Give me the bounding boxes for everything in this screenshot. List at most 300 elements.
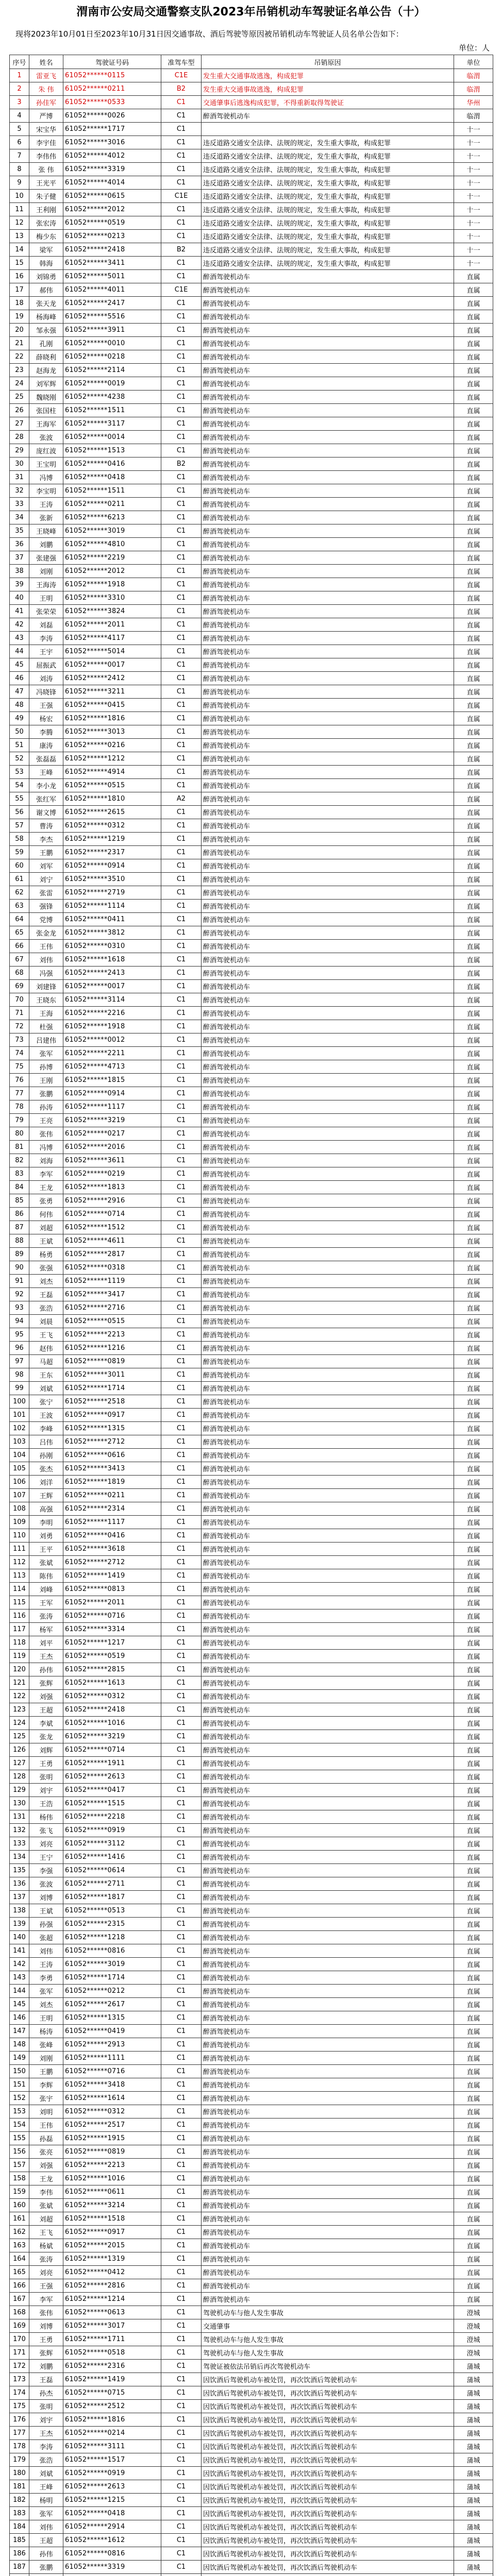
row-type: C1 bbox=[161, 1931, 202, 1944]
row-reason: 醉酒驾驶机动车 bbox=[202, 310, 454, 324]
row-name: 王军 bbox=[29, 1596, 63, 1609]
row-name: 张伟 bbox=[29, 1127, 63, 1141]
row-reason: 醉酒驾驶机动车 bbox=[202, 658, 454, 672]
row-reason: 醉酒驾驶机动车 bbox=[202, 1864, 454, 1877]
row-no: 102 bbox=[10, 1422, 29, 1435]
row-no: 133 bbox=[10, 1837, 29, 1851]
row-license: 61052******4238 bbox=[63, 391, 161, 404]
row-type: C1 bbox=[161, 1007, 202, 1020]
table-row bbox=[10, 1650, 493, 1663]
row-license: 61052******3019 bbox=[63, 524, 161, 538]
row-reason: 醉酒驾驶机动车 bbox=[202, 551, 454, 565]
header-type: 准驾车型 bbox=[161, 55, 202, 69]
row-name: 刘杰 bbox=[29, 1275, 63, 1288]
row-type: C1 bbox=[161, 1208, 202, 1221]
table-row bbox=[10, 2092, 493, 2105]
table-row bbox=[10, 1462, 493, 1476]
row-unit: 直属 bbox=[454, 1636, 493, 1650]
row-no: 7 bbox=[10, 149, 29, 163]
row-name: 杨军 bbox=[29, 1623, 63, 1636]
row-reason: 因饮酒后驾驶机动车被处罚，再次饮酒后驾驶机动车 bbox=[202, 2373, 454, 2386]
row-name: 康涛 bbox=[29, 739, 63, 752]
row-reason: 醉酒驾驶机动车 bbox=[202, 1141, 454, 1154]
row-no: 150 bbox=[10, 2065, 29, 2078]
table-row bbox=[10, 364, 493, 377]
row-license: 61052******1319 bbox=[63, 2252, 161, 2266]
intro-paragraph: 现将2023年10月01日至2023年10月31日因交通事故、酒后驾驶等原因被吊销机动车驾驶证人员名单公告如下： bbox=[15, 29, 404, 39]
row-unit: 直属 bbox=[454, 1074, 493, 1087]
row-license: 61052******0412 bbox=[63, 2266, 161, 2279]
row-reason: 违反道路交通安全法律、法规的规定，发生重大事故，构成犯罪 bbox=[202, 243, 454, 257]
row-no: 140 bbox=[10, 1931, 29, 1944]
document-title: 渭南市公安局交通警察支队2023年吊销机动车驾驶证名单公告（十） bbox=[76, 6, 426, 19]
row-unit: 澄城 bbox=[454, 2306, 493, 2319]
row-reason: 醉酒驾驶机动车 bbox=[202, 1382, 454, 1395]
table-row bbox=[10, 2132, 493, 2145]
table-row bbox=[10, 1663, 493, 1676]
row-license: 61052******2816 bbox=[63, 2279, 161, 2293]
row-no: 33 bbox=[10, 498, 29, 511]
row-unit: 十一 bbox=[454, 203, 493, 216]
row-license: 61052******0017 bbox=[63, 658, 161, 672]
row-type: C1 bbox=[161, 2440, 202, 2453]
row-unit: 直属 bbox=[454, 967, 493, 980]
table-row bbox=[10, 109, 493, 123]
row-unit: 直属 bbox=[454, 1743, 493, 1757]
row-license: 61052******2617 bbox=[63, 1998, 161, 2011]
table-row bbox=[10, 1757, 493, 1770]
row-license: 61052******2711 bbox=[63, 1877, 161, 1891]
row-name: 张涛 bbox=[29, 1609, 63, 1623]
table-row bbox=[10, 190, 493, 203]
row-no: 53 bbox=[10, 766, 29, 779]
row-name: 薛晓利 bbox=[29, 350, 63, 364]
row-no: 72 bbox=[10, 1020, 29, 1033]
row-type: C1 bbox=[161, 2011, 202, 2025]
row-type: C1 bbox=[161, 2226, 202, 2239]
table-row bbox=[10, 2279, 493, 2293]
row-no: 41 bbox=[10, 605, 29, 618]
row-type: C1 bbox=[161, 645, 202, 658]
row-unit: 蒲城 bbox=[454, 2467, 493, 2480]
row-unit: 直属 bbox=[454, 1141, 493, 1154]
row-no: 54 bbox=[10, 779, 29, 792]
row-reason: 醉酒驾驶机动车 bbox=[202, 1301, 454, 1315]
row-no: 139 bbox=[10, 1918, 29, 1931]
row-no: 132 bbox=[10, 1824, 29, 1837]
table-row bbox=[10, 2360, 493, 2373]
table-row bbox=[10, 216, 493, 230]
row-type: C1 bbox=[161, 699, 202, 712]
row-unit: 直属 bbox=[454, 846, 493, 859]
table-row bbox=[10, 618, 493, 632]
row-name: 王鹏 bbox=[29, 846, 63, 859]
row-no: 108 bbox=[10, 1502, 29, 1516]
table-row bbox=[10, 1234, 493, 1248]
row-license: 61052******0115 bbox=[63, 69, 161, 82]
row-reason: 醉酒驾驶机动车 bbox=[202, 2038, 454, 2052]
row-license: 61052******0211 bbox=[63, 82, 161, 96]
table-header-row bbox=[10, 55, 493, 69]
row-reason: 醉酒驾驶机动车 bbox=[202, 1368, 454, 1382]
row-no: 56 bbox=[10, 806, 29, 819]
row-reason: 醉酒驾驶机动车 bbox=[202, 953, 454, 967]
row-license: 61052******1810 bbox=[63, 792, 161, 806]
row-type: C1 bbox=[161, 1985, 202, 1998]
row-no: 166 bbox=[10, 2279, 29, 2293]
table-row bbox=[10, 2427, 493, 2440]
row-license: 61052******3413 bbox=[63, 1462, 161, 1476]
row-type: C1 bbox=[161, 1824, 202, 1837]
row-type: C1E bbox=[161, 283, 202, 297]
row-unit: 蒲城 bbox=[454, 2373, 493, 2386]
row-no: 86 bbox=[10, 1208, 29, 1221]
row-no: 143 bbox=[10, 1971, 29, 1985]
row-name: 李军 bbox=[29, 1167, 63, 1181]
row-unit: 蒲城 bbox=[454, 2413, 493, 2427]
row-reason: 醉酒驾驶机动车 bbox=[202, 1194, 454, 1208]
table-row bbox=[10, 940, 493, 953]
row-type: C1 bbox=[161, 1409, 202, 1422]
row-type: C1 bbox=[161, 1449, 202, 1462]
row-name: 王斌 bbox=[29, 1234, 63, 1248]
row-license: 61052******0615 bbox=[63, 190, 161, 203]
row-reason: 醉酒驾驶机动车 bbox=[202, 2065, 454, 2078]
row-no: 83 bbox=[10, 1167, 29, 1181]
row-reason: 醉酒驾驶机动车 bbox=[202, 391, 454, 404]
row-reason: 醉酒驾驶机动车 bbox=[202, 591, 454, 605]
row-name: 王超 bbox=[29, 2534, 63, 2547]
row-license: 61052******6213 bbox=[63, 511, 161, 524]
row-reason: 醉酒驾驶机动车 bbox=[202, 1208, 454, 1221]
row-unit: 直属 bbox=[454, 1007, 493, 1020]
row-type: C1 bbox=[161, 109, 202, 123]
row-type: C1 bbox=[161, 1489, 202, 1502]
row-no: 178 bbox=[10, 2440, 29, 2453]
row-unit: 蒲城 bbox=[454, 2453, 493, 2467]
row-name: 杨伟 bbox=[29, 1810, 63, 1824]
row-unit: 直属 bbox=[454, 404, 493, 417]
row-unit: 直属 bbox=[454, 565, 493, 578]
row-no: 186 bbox=[10, 2547, 29, 2561]
row-no: 126 bbox=[10, 1743, 29, 1757]
row-type: C1 bbox=[161, 203, 202, 216]
row-unit: 直属 bbox=[454, 672, 493, 685]
row-name: 王杰 bbox=[29, 2427, 63, 2440]
table-row bbox=[10, 1114, 493, 1127]
row-no: 114 bbox=[10, 1583, 29, 1596]
row-no: 91 bbox=[10, 1275, 29, 1288]
row-unit: 直属 bbox=[454, 1985, 493, 1998]
row-license: 61052******0010 bbox=[63, 337, 161, 350]
row-no: 32 bbox=[10, 484, 29, 498]
row-license: 61052******1119 bbox=[63, 1275, 161, 1288]
row-no: 183 bbox=[10, 2507, 29, 2520]
row-type: C1 bbox=[161, 632, 202, 645]
row-license: 61052******1416 bbox=[63, 1851, 161, 1864]
row-reason: 醉酒驾驶机动车 bbox=[202, 1489, 454, 1502]
row-no: 18 bbox=[10, 297, 29, 310]
row-name: 张金龙 bbox=[29, 926, 63, 940]
row-name: 赵海龙 bbox=[29, 364, 63, 377]
row-reason: 醉酒驾驶机动车 bbox=[202, 1703, 454, 1717]
table-row bbox=[10, 324, 493, 337]
row-type: C1 bbox=[161, 1301, 202, 1315]
row-no: 100 bbox=[10, 1395, 29, 1409]
table-row bbox=[10, 2105, 493, 2119]
row-license: 61052******3310 bbox=[63, 591, 161, 605]
row-name: 刘宇 bbox=[29, 1784, 63, 1797]
row-license: 61052******0919 bbox=[63, 1824, 161, 1837]
row-type: C1 bbox=[161, 377, 202, 391]
row-reason: 醉酒驾驶机动车 bbox=[202, 2078, 454, 2092]
row-unit: 直属 bbox=[454, 1891, 493, 1904]
row-reason: 违反道路交通安全法律、法规的规定，发生重大事故，构成犯罪 bbox=[202, 149, 454, 163]
row-type: C1 bbox=[161, 752, 202, 766]
table-row bbox=[10, 1355, 493, 1368]
row-unit: 直属 bbox=[454, 886, 493, 900]
row-reason: 违反道路交通安全法律、法规的规定，发生重大事故，构成犯罪 bbox=[202, 230, 454, 243]
row-license: 61052******2418 bbox=[63, 1703, 161, 1717]
row-name: 刘海 bbox=[29, 1154, 63, 1167]
row-license: 61052******2012 bbox=[63, 203, 161, 216]
row-license: 61052******0513 bbox=[63, 1904, 161, 1918]
row-license: 61052******4914 bbox=[63, 766, 161, 779]
row-reason: 醉酒驾驶机动车 bbox=[202, 364, 454, 377]
row-reason: 醉酒驾驶机动车 bbox=[202, 2266, 454, 2279]
row-no: 155 bbox=[10, 2132, 29, 2145]
row-reason: 醉酒驾驶机动车 bbox=[202, 725, 454, 739]
row-unit: 直属 bbox=[454, 605, 493, 618]
row-type: C1 bbox=[161, 1690, 202, 1703]
table-row bbox=[10, 96, 493, 109]
row-unit: 直属 bbox=[454, 591, 493, 605]
row-name: 王勇 bbox=[29, 1757, 63, 1770]
row-type: C1 bbox=[161, 1904, 202, 1918]
table-row bbox=[10, 2440, 493, 2453]
row-name: 冯强 bbox=[29, 967, 63, 980]
row-license: 61052******2015 bbox=[63, 2239, 161, 2252]
row-type: C1 bbox=[161, 980, 202, 993]
row-type: C1E bbox=[161, 190, 202, 203]
table-row bbox=[10, 1985, 493, 1998]
row-license: 61052******1512 bbox=[63, 1221, 161, 1234]
row-no: 30 bbox=[10, 457, 29, 471]
row-name: 孙博 bbox=[29, 1060, 63, 1074]
row-unit: 直属 bbox=[454, 324, 493, 337]
row-type: C1 bbox=[161, 391, 202, 404]
row-license: 61052******1518 bbox=[63, 2212, 161, 2226]
row-type: C1 bbox=[161, 163, 202, 176]
row-reason: 醉酒驾驶机动车 bbox=[202, 1583, 454, 1596]
row-reason: 醉酒驾驶机动车 bbox=[202, 297, 454, 310]
row-license: 61052******0616 bbox=[63, 1449, 161, 1462]
table-row bbox=[10, 2520, 493, 2534]
row-reason: 醉酒驾驶机动车 bbox=[202, 1743, 454, 1757]
row-no: 90 bbox=[10, 1261, 29, 1275]
row-license: 61052******2316 bbox=[63, 2360, 161, 2373]
row-no: 167 bbox=[10, 2293, 29, 2306]
row-name: 刘勇 bbox=[29, 1529, 63, 1543]
row-no: 59 bbox=[10, 846, 29, 859]
table-row bbox=[10, 1743, 493, 1757]
row-name: 雷亚飞 bbox=[29, 69, 63, 82]
row-name: 王宇 bbox=[29, 645, 63, 658]
row-reason: 醉酒驾驶机动车 bbox=[202, 859, 454, 873]
row-license: 61052******0216 bbox=[63, 739, 161, 752]
row-no: 125 bbox=[10, 1730, 29, 1743]
table-row bbox=[10, 444, 493, 457]
row-license: 61052******0813 bbox=[63, 1583, 161, 1596]
row-unit: 直属 bbox=[454, 1663, 493, 1676]
row-reason: 因饮酒后驾驶机动车被处罚，再次饮酒后驾驶机动车 bbox=[202, 2400, 454, 2413]
row-unit: 直属 bbox=[454, 1409, 493, 1422]
row-license: 61052******0819 bbox=[63, 1355, 161, 1368]
row-type: C1 bbox=[161, 404, 202, 417]
row-reason: 醉酒驾驶机动车 bbox=[202, 457, 454, 471]
row-unit: 直属 bbox=[454, 1583, 493, 1596]
row-type: C1 bbox=[161, 2185, 202, 2199]
row-license: 61052******1515 bbox=[63, 1797, 161, 1810]
row-name: 杨涛 bbox=[29, 2025, 63, 2038]
row-unit: 直属 bbox=[454, 1596, 493, 1609]
row-no: 61 bbox=[10, 873, 29, 886]
row-name: 王伟 bbox=[29, 940, 63, 953]
row-no: 93 bbox=[10, 1301, 29, 1315]
row-type: C1 bbox=[161, 2159, 202, 2172]
row-reason: 违反道路交通安全法律、法规的规定，发生重大事故，构成犯罪 bbox=[202, 163, 454, 176]
row-license: 61052******0716 bbox=[63, 1609, 161, 1623]
row-license: 61052******0218 bbox=[63, 350, 161, 364]
table-row bbox=[10, 1851, 493, 1864]
row-unit: 蒲城 bbox=[454, 2360, 493, 2373]
row-license: 61052******2815 bbox=[63, 1663, 161, 1676]
table-row bbox=[10, 672, 493, 685]
row-unit: 直属 bbox=[454, 2038, 493, 2052]
row-reason: 醉酒驾驶机动车 bbox=[202, 511, 454, 524]
row-name: 孙强 bbox=[29, 1918, 63, 1931]
table-row bbox=[10, 551, 493, 565]
row-reason: 醉酒驾驶机动车 bbox=[202, 2025, 454, 2038]
row-unit: 直属 bbox=[454, 1435, 493, 1449]
row-reason: 醉酒驾驶机动车 bbox=[202, 1248, 454, 1261]
row-unit: 直属 bbox=[454, 1918, 493, 1931]
row-license: 61052******2613 bbox=[63, 1770, 161, 1784]
table-row bbox=[10, 873, 493, 886]
row-unit: 直属 bbox=[454, 1730, 493, 1743]
row-name: 庞红波 bbox=[29, 444, 63, 457]
table-row bbox=[10, 1074, 493, 1087]
row-reason: 因饮酒后驾驶机动车被处罚，再次饮酒后驾驶机动车 bbox=[202, 2467, 454, 2480]
row-reason: 发生重大交通事故逃逸，构成犯罪 bbox=[202, 69, 454, 82]
row-type: C1 bbox=[161, 1650, 202, 1663]
row-reason: 醉酒驾驶机动车 bbox=[202, 1395, 454, 1409]
row-unit: 直属 bbox=[454, 1516, 493, 1529]
row-reason: 醉酒驾驶机动车 bbox=[202, 1288, 454, 1301]
table-row bbox=[10, 565, 493, 578]
row-no: 21 bbox=[10, 337, 29, 350]
row-unit: 临渭 bbox=[454, 109, 493, 123]
row-license: 61052******3219 bbox=[63, 1730, 161, 1743]
row-reason: 醉酒驾驶机动车 bbox=[202, 645, 454, 658]
row-type: C1 bbox=[161, 2266, 202, 2279]
row-name: 张浩 bbox=[29, 2453, 63, 2467]
row-no: 158 bbox=[10, 2172, 29, 2185]
row-license: 61052******2219 bbox=[63, 551, 161, 565]
row-name: 王海军 bbox=[29, 417, 63, 431]
row-name: 王利刚 bbox=[29, 203, 63, 216]
row-unit: 直属 bbox=[454, 1837, 493, 1851]
row-unit: 直属 bbox=[454, 1877, 493, 1891]
table-row bbox=[10, 1409, 493, 1422]
table-row bbox=[10, 779, 493, 792]
row-no: 38 bbox=[10, 565, 29, 578]
row-name: 李宝明 bbox=[29, 484, 63, 498]
table-row bbox=[10, 2185, 493, 2199]
row-license: 61052******1813 bbox=[63, 1181, 161, 1194]
table-row bbox=[10, 685, 493, 699]
table-row bbox=[10, 792, 493, 806]
row-no: 175 bbox=[10, 2400, 29, 2413]
row-license: 61052******4117 bbox=[63, 632, 161, 645]
row-no: 42 bbox=[10, 618, 29, 632]
row-type: C1 bbox=[161, 1569, 202, 1583]
row-reason: 醉酒驾驶机动车 bbox=[202, 404, 454, 417]
row-name: 张斌 bbox=[29, 1556, 63, 1569]
row-type: C1 bbox=[161, 1395, 202, 1409]
table-row bbox=[10, 2467, 493, 2480]
row-name: 孔刚 bbox=[29, 337, 63, 350]
row-unit: 直属 bbox=[454, 1703, 493, 1717]
row-reason: 醉酒驾驶机动车 bbox=[202, 431, 454, 444]
row-type: C1 bbox=[161, 2279, 202, 2293]
row-type: C1 bbox=[161, 967, 202, 980]
row-unit: 直属 bbox=[454, 2199, 493, 2212]
row-name: 李强 bbox=[29, 1864, 63, 1877]
row-name: 王飞 bbox=[29, 2226, 63, 2239]
row-name: 屈振武 bbox=[29, 658, 63, 672]
row-license: 61052******2712 bbox=[63, 1556, 161, 1569]
row-no: 127 bbox=[10, 1757, 29, 1770]
row-type: C1 bbox=[161, 444, 202, 457]
row-license: 61052******1219 bbox=[63, 833, 161, 846]
row-type: C1 bbox=[161, 1864, 202, 1877]
row-license: 61052******0533 bbox=[63, 96, 161, 109]
table-row bbox=[10, 69, 493, 82]
row-type: C1 bbox=[161, 1114, 202, 1127]
row-license: 61052******1613 bbox=[63, 1676, 161, 1690]
row-unit: 十一 bbox=[454, 149, 493, 163]
row-reason: 醉酒驾驶机动车 bbox=[202, 1998, 454, 2011]
row-license: 61052******3319 bbox=[63, 163, 161, 176]
row-name: 王磊 bbox=[29, 2373, 63, 2386]
row-unit: 十一 bbox=[454, 163, 493, 176]
row-type: C1 bbox=[161, 1047, 202, 1060]
table-row bbox=[10, 2306, 493, 2319]
row-name: 王涛 bbox=[29, 498, 63, 511]
row-name: 曹涛 bbox=[29, 819, 63, 833]
row-name: 孙刚 bbox=[29, 1449, 63, 1462]
row-type: C1 bbox=[161, 1020, 202, 1033]
row-no: 144 bbox=[10, 1985, 29, 1998]
row-no: 172 bbox=[10, 2360, 29, 2373]
row-license: 61052******1918 bbox=[63, 1020, 161, 1033]
row-type: B2 bbox=[161, 243, 202, 257]
row-type: C1 bbox=[161, 1154, 202, 1167]
row-no: 10 bbox=[10, 190, 29, 203]
row-no: 156 bbox=[10, 2145, 29, 2159]
row-no: 28 bbox=[10, 431, 29, 444]
